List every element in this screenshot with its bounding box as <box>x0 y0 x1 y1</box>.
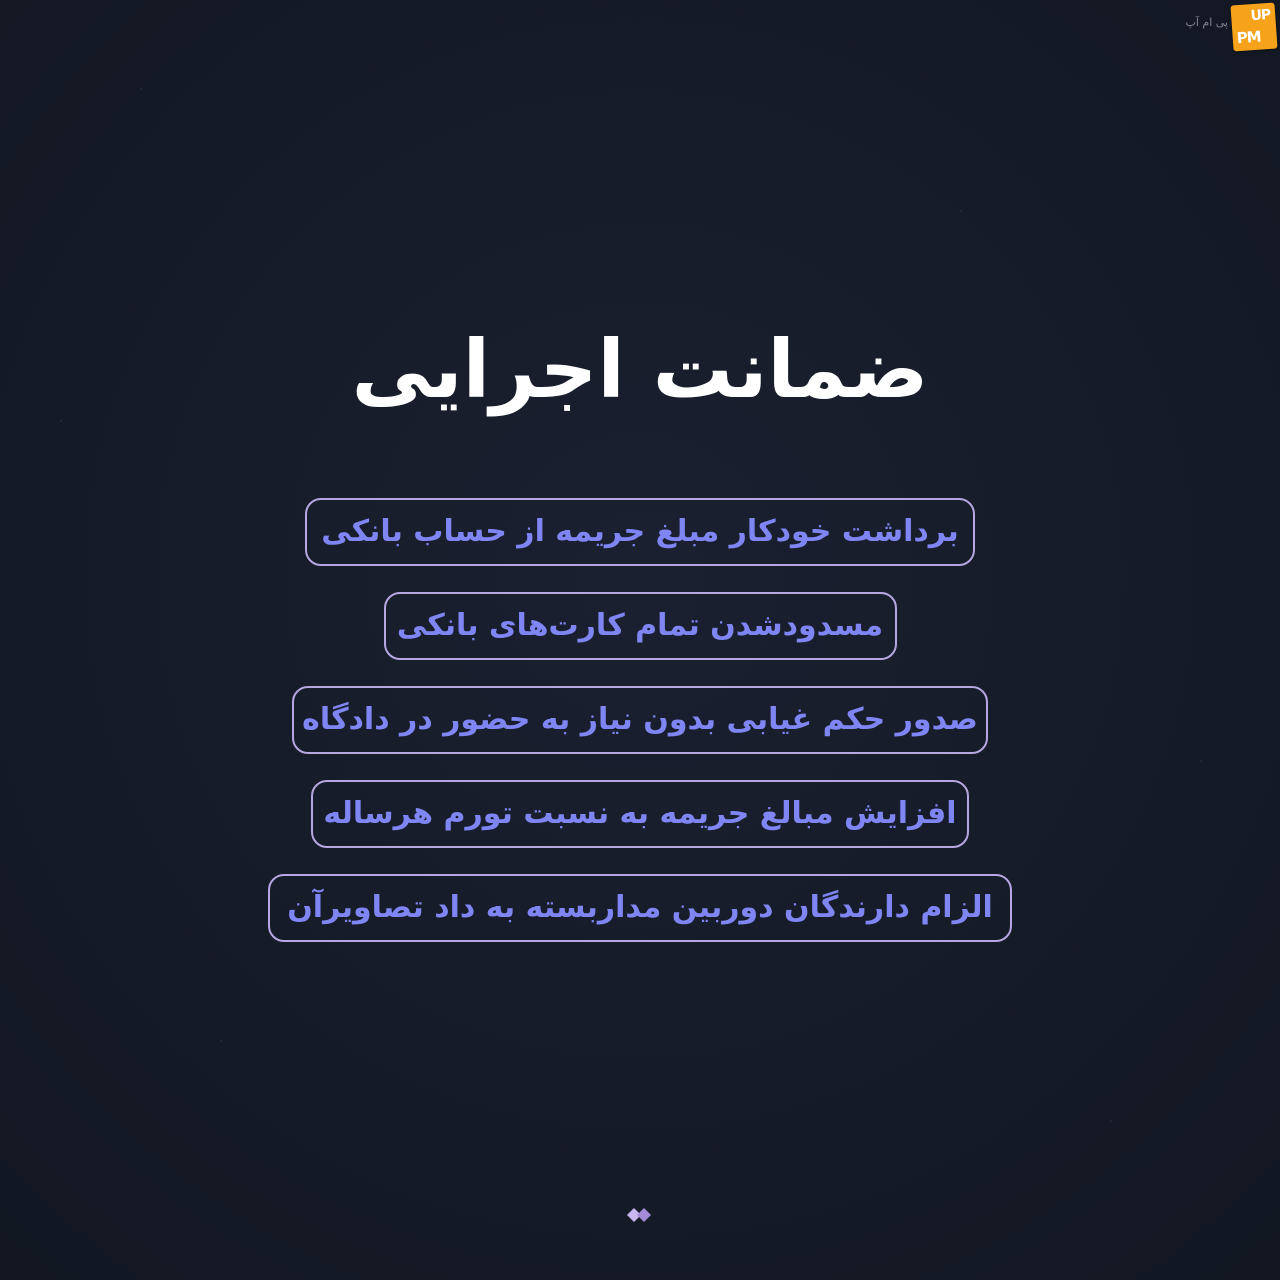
background-speck <box>140 88 142 90</box>
background-speck <box>960 210 962 212</box>
background-speck <box>1110 1120 1112 1122</box>
list-item <box>305 498 975 566</box>
list-item-label: الزام دارندگان دوربین مداربسته به داد تصاویرآن <box>287 890 993 925</box>
background-speck <box>60 420 62 422</box>
list-item <box>268 874 1012 942</box>
list-item-label: افزایش مبالغ جریمه به نسبت تورم هرساله <box>323 796 957 831</box>
page-title: ضمانت اجرایی <box>351 323 929 416</box>
uppm-logo-icon <box>1230 3 1277 52</box>
list-item-label: صدور حکم غیابی بدون نیاز به حضور در دادگاه <box>302 702 978 737</box>
list-item-label: برداشت خودکار مبلغ جریمه از حساب بانکی <box>321 514 959 549</box>
logo-up-letters: UP <box>1250 6 1271 25</box>
logo-caption: پی ام آپ <box>1185 16 1228 29</box>
list-item-label: مسدودشدن تمام کارت‌های بانکی <box>396 608 884 643</box>
list-item <box>384 592 897 660</box>
logo-pm-letters: PM <box>1236 27 1262 48</box>
double-diamond-icon <box>624 1204 656 1226</box>
background-speck <box>220 1040 222 1042</box>
list-item <box>311 780 969 848</box>
penalty-list <box>0 498 1280 968</box>
list-item <box>292 686 988 754</box>
